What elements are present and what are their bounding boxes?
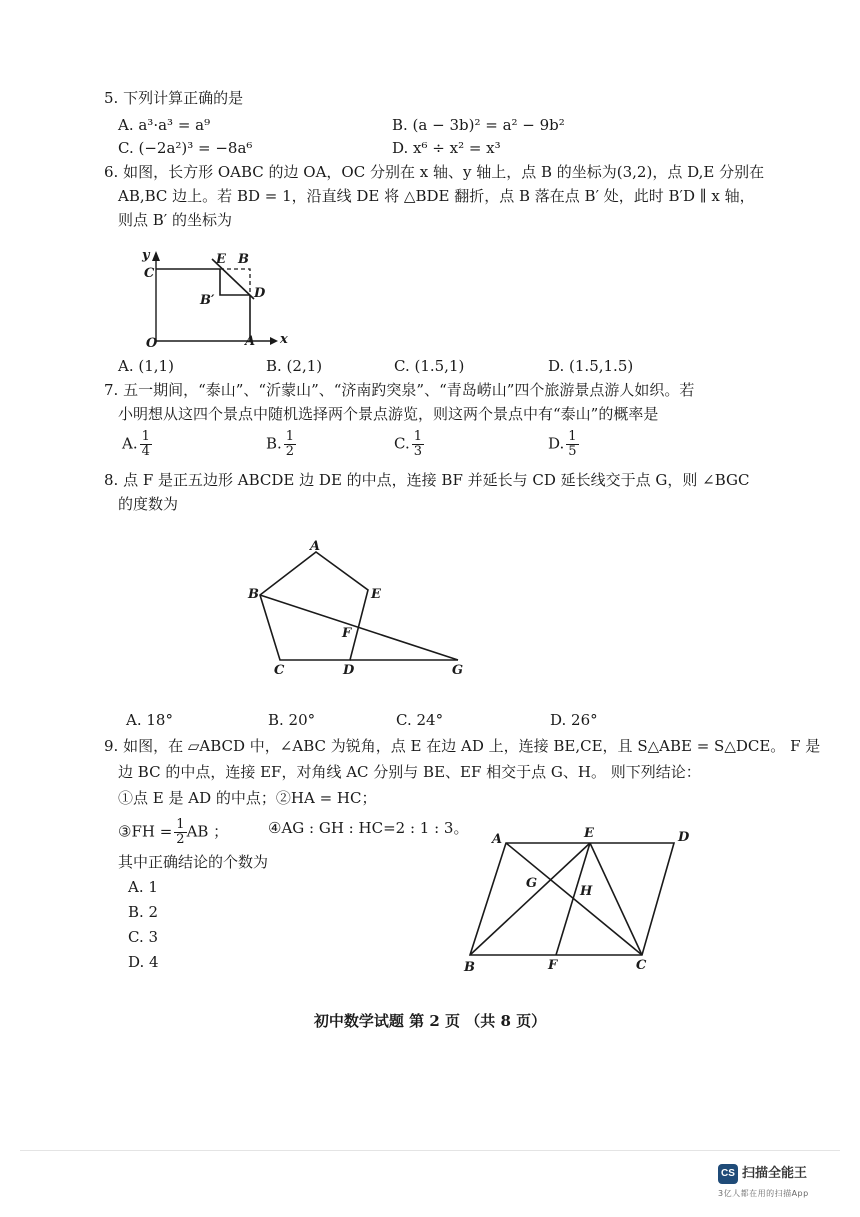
q5-stem: 5. 下列计算正确的是 xyxy=(104,89,244,107)
q5-option-d: D. x⁶ ÷ x² = x³ xyxy=(392,139,501,157)
q7-option-b: B. $\frac{1}{2}$ xyxy=(266,429,295,459)
camscanner-logo-icon: CS xyxy=(718,1164,738,1184)
q9-option-d: D. 4 xyxy=(128,953,159,971)
q9-label-f: F xyxy=(548,958,558,973)
q8-option-d: D. 26° xyxy=(550,711,598,729)
watermark-tagline: 3亿人都在用的扫描App xyxy=(718,1189,809,1198)
q7-option-d: D. $\frac{1}{5}$ xyxy=(548,429,577,459)
q6-line3: 则点 B′ 的坐标为 xyxy=(118,211,232,229)
q8-label-b: B xyxy=(248,587,259,602)
q9-option-c: C. 3 xyxy=(128,928,159,946)
q9-figure xyxy=(460,825,700,975)
q6-label-b: B xyxy=(238,252,249,267)
q6-option-a: A. (1,1) xyxy=(118,357,174,375)
q6-label-c: C xyxy=(144,266,155,281)
q6-label-e: E xyxy=(216,252,226,267)
q8-label-c: C xyxy=(274,663,285,678)
q9-line3: ①点 E 是 AD 的中点；②HA = HC； xyxy=(118,789,377,807)
q7-option-c: C. $\frac{1}{3}$ xyxy=(394,429,422,459)
q7-option-a: A. $\frac{1}{4}$ xyxy=(122,429,150,459)
page-footer: 初中数学试题 第 2 页 （共 8 页） xyxy=(313,1012,547,1030)
q8-option-a: A. 18° xyxy=(126,711,173,729)
q8-label-d: D xyxy=(343,663,355,678)
q9-label-c: C xyxy=(636,958,647,973)
divider xyxy=(20,1150,840,1151)
q6-label-x: x xyxy=(280,332,288,347)
q8-line1: 8. 点 F 是正五边形 ABCDE 边 DE 的中点，连接 BF 并延长与 CD 延长线交于点 G，则 ∠BGC xyxy=(104,471,750,489)
q7-line1: 7. 五一期间，“泰山”、“沂蒙山”、“济南趵突泉”、“青岛崂山”四个旅游景点游人如织。若 xyxy=(104,381,695,399)
q5-option-b: B. (a − 3b)² = a² − 9b² xyxy=(392,116,565,134)
q6-label-y: y xyxy=(142,248,150,263)
q9-label-h: H xyxy=(580,884,593,899)
q8-label-g: G xyxy=(452,663,464,678)
q8-option-c: C. 24° xyxy=(396,711,444,729)
q9-conclusion-4: ④AG : GH : HC=2 : 1 : 3。 xyxy=(268,819,469,837)
q9-label-e: E xyxy=(584,826,594,841)
q9-label-g: G xyxy=(526,876,538,891)
q6-option-b: B. (2,1) xyxy=(266,357,323,375)
q8-label-f: F xyxy=(342,626,352,641)
q9-option-b: B. 2 xyxy=(128,903,159,921)
watermark-app-name: 扫描全能王 xyxy=(742,1166,808,1181)
q7-line2: 小明想从这四个景点中随机选择两个景点游览，则这两个景点中有“泰山”的概率是 xyxy=(118,405,659,423)
q6-label-o: O xyxy=(146,336,158,351)
q8-label-a: A xyxy=(310,539,321,554)
q6-label-a: A xyxy=(245,334,256,349)
q8-label-e: E xyxy=(371,587,381,602)
q6-label-bprime: B′ xyxy=(200,293,215,308)
q6-line2: AB,BC 边上。若 BD = 1，沿直线 DE 将 △BDE 翻折，点 B 落在点 B′ 处，此时 B′D ∥ x 轴， xyxy=(118,187,755,205)
q9-line1: 9. 如图，在 ▱ABCD 中，∠ABC 为锐角，点 E 在边 AD 上，连接 BE,CE，且 S△ABE = S△DCE。 F 是 xyxy=(104,737,821,755)
q9-label-d: D xyxy=(678,830,690,845)
q6-option-d: D. (1.5,1.5) xyxy=(548,357,634,375)
q9-ask: 其中正确结论的个数为 xyxy=(118,853,269,871)
q9-label-b: B xyxy=(464,960,475,975)
q8-option-b: B. 20° xyxy=(268,711,316,729)
q6-option-c: C. (1.5,1) xyxy=(394,357,465,375)
q6-label-d: D xyxy=(254,286,266,301)
q9-conclusion-3: ③FH = $\frac{1}{2}$ AB ； xyxy=(118,817,229,847)
q9-label-a: A xyxy=(492,832,503,847)
q9-option-a: A. 1 xyxy=(128,878,158,896)
q8-line2: 的度数为 xyxy=(118,495,179,513)
q8-figure xyxy=(240,540,480,680)
q6-line1: 6. 如图，长方形 OABC 的边 OA，OC 分别在 x 轴、y 轴上，点 B 的坐标为(3,2)，点 D,E 分别在 xyxy=(104,163,765,181)
q9-line2: 边 BC 的中点，连接 EF，对角线 AC 分别与 BE、EF 相交于点 G、H。 则下列结论： xyxy=(118,763,701,781)
q5-option-a: A. a³·a³ = a⁹ xyxy=(118,116,211,134)
q5-option-c: C. (−2a²)³ = −8a⁶ xyxy=(118,139,253,157)
q6-figure xyxy=(120,245,290,350)
